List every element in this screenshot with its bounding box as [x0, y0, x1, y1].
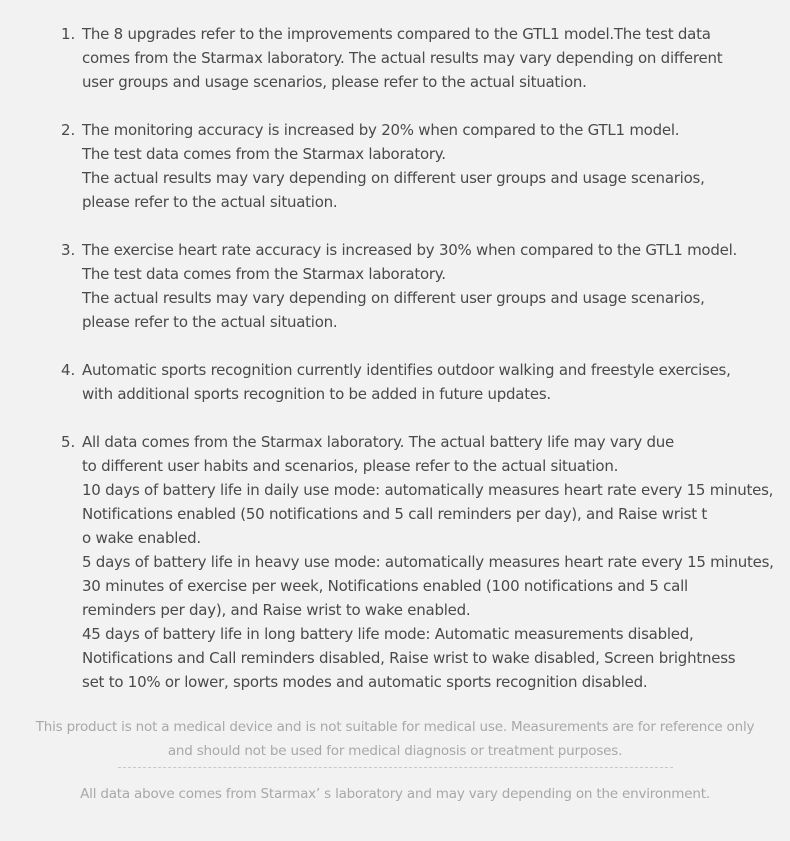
- disclaimer-line: This product is not a medical device and is not suitable for medical use. Measurements are for reference only: [35, 719, 755, 735]
- note-text-line: The 8 upgrades refer to the improvements compared to the GTL1 model.The test data: [82, 25, 711, 43]
- note-text-line: set to 10% or lower, sports modes and automatic sports recognition disabled.: [82, 673, 648, 691]
- note-item: [0, 22, 790, 94]
- note-number: 4.: [61, 361, 76, 379]
- note-text-line: 5 days of battery life in heavy use mode: automatically measures heart rate every 15 minutes,: [82, 553, 774, 571]
- note-text-line: The actual results may vary depending on different user groups and usage scenarios,: [82, 169, 705, 187]
- note-number: 5.: [61, 433, 76, 451]
- note-number: 3.: [61, 241, 76, 259]
- note-text-line: Notifications and Call reminders disabled, Raise wrist to wake disabled, Screen brightness: [82, 649, 736, 667]
- dashed-divider: [118, 767, 673, 768]
- note-text-line: The monitoring accuracy is increased by 20% when compared to the GTL1 model.: [82, 121, 680, 139]
- note-text-line: reminders per day), and Raise wrist to wake enabled.: [82, 601, 471, 619]
- note-text-line: The exercise heart rate accuracy is increased by 30% when compared to the GTL1 model.: [82, 241, 738, 259]
- note-text-line: please refer to the actual situation.: [82, 193, 338, 211]
- note-text-line: please refer to the actual situation.: [82, 313, 338, 331]
- note-text-line: 45 days of battery life in long battery life mode: Automatic measurements disabled,: [82, 625, 694, 643]
- disclaimer-line: and should not be used for medical diagnosis or treatment purposes.: [167, 743, 623, 759]
- notes-list: [0, 22, 790, 718]
- footer-note: All data above comes from Starmax’ s laboratory and may vary depending on the environment.: [80, 786, 710, 802]
- note-text-line: The test data comes from the Starmax laboratory.: [82, 145, 446, 163]
- note-item: [0, 358, 790, 406]
- note-text-line: 10 days of battery life in daily use mode: automatically measures heart rate every 15 minutes,: [82, 481, 774, 499]
- note-text-line: All data comes from the Starmax laboratory. The actual battery life may vary due: [82, 433, 675, 451]
- note-text-line: to different user habits and scenarios, please refer to the actual situation.: [82, 457, 619, 475]
- note-number: 2.: [61, 121, 76, 139]
- note-text-line: user groups and usage scenarios, please refer to the actual situation.: [82, 73, 587, 91]
- note-text-line: The test data comes from the Starmax laboratory.: [82, 265, 446, 283]
- note-item: [0, 238, 790, 334]
- note-number: 1.: [61, 25, 76, 43]
- note-text-line: with additional sports recognition to be added in future updates.: [82, 385, 551, 403]
- note-text-line: Automatic sports recognition currently identifies outdoor walking and freestyle exercises,: [82, 361, 731, 379]
- note-item: [0, 430, 790, 694]
- note-text-line: o wake enabled.: [82, 529, 201, 547]
- note-item: [0, 118, 790, 214]
- note-text-line: The actual results may vary depending on different user groups and usage scenarios,: [82, 289, 705, 307]
- note-text-line: Notifications enabled (50 notifications and 5 call reminders per day), and Raise wrist t: [82, 505, 707, 523]
- medical-disclaimer: [0, 715, 790, 806]
- note-text-line: comes from the Starmax laboratory. The actual results may vary depending on different: [82, 49, 723, 67]
- note-text-line: 30 minutes of exercise per week, Notifications enabled (100 notifications and 5 call: [82, 577, 688, 595]
